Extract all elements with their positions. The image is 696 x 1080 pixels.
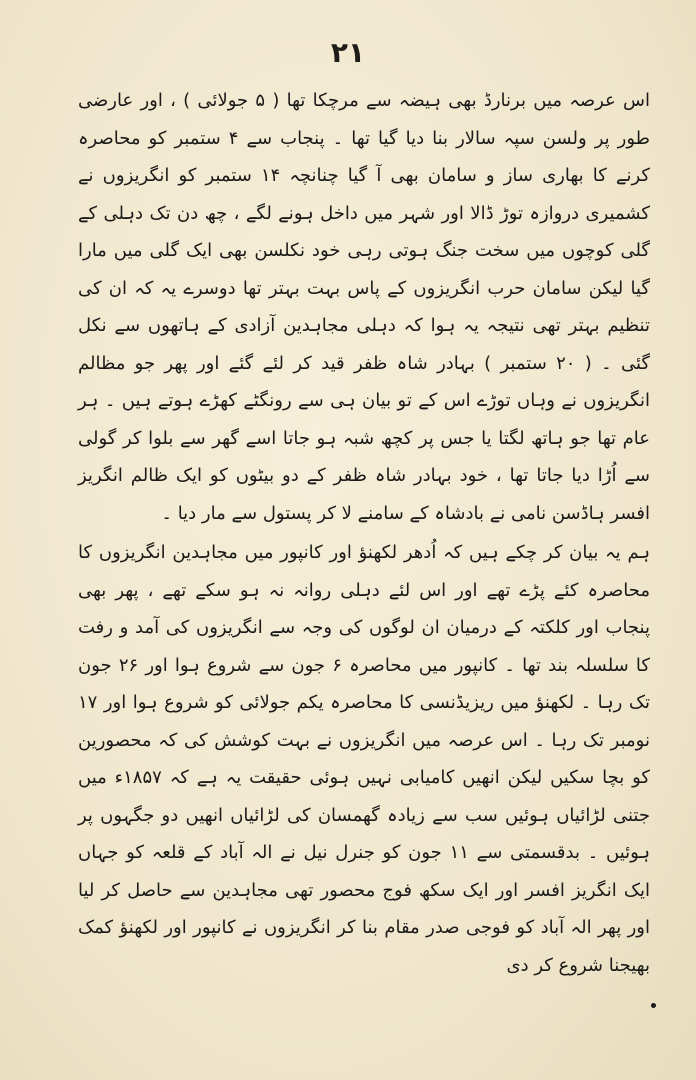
- page-number: ۲۱: [330, 36, 366, 69]
- ink-dot: [651, 1003, 656, 1008]
- paragraph-2: ہم یہ بیان کر چکے ہیں کہ اُدھر لکھنؤ اور کانپور میں مجاہدین انگریزوں کا محاصرہ کئے پڑے تھے اور اس لئے دہلی روانہ نہ ہو سکے تھے ، پھر بھی پنجاب اور کلکتہ کے درمیان ان لوگوں کی وجہ سے انگریزوں کی آمد و رفت کا سلسلہ بند تھا ۔ کانپور میں محاصرہ ۶ جون سے شروع ہوا اور ۲۶ جون تک رہا ۔ لکھنؤ میں ریزیڈنسی کا محاصرہ یکم جولائی کو شروع ہوا اور ۱۷ نومبر تک رہا ۔ اس عرصہ میں انگریزوں نے بہت کوشش کی کہ محصورین کو بچا سکیں لیکن انھیں کامیابی نہیں ہوئی حقیقت یہ ہے کہ ۱۸۵۷ء میں جتنی لڑائیاں ہوئیں سب سے زیادہ گھمسان کی لڑائیاں انھیں دو جگہوں پر ہوئیں ۔ بدقسمتی سے ۱۱ جون کو جنرل نیل نے الہ آباد کے قلعہ کو جہاں ایک انگریز افسر اور ایک سکھ فوج محصور تھی مجاہدین سے حاصل کر لیا اور پھر الہ آباد کو فوجی صدر مقام بنا کر انگریزوں نے کانپور اور لکھنؤ کمک بھیجنا شروع کر دی: [78, 542, 650, 976]
- body-text: [78, 82, 650, 1032]
- paragraph-1: اس عرصہ میں برنارڈ بھی ہیضہ سے مرچکا تھا ( ۵ جولائی ) ، اور عارضی طور پر ولسن سپہ سالار بنا دیا گیا تھا ۔ پنجاب سے ۴ ستمبر کو محاصرہ کرنے کا بھاری ساز و سامان بھی آ گیا چنانچہ ۱۴ ستمبر کو انگریزوں نے کشمیری دروازہ توڑ ڈالا اور شہر میں داخل ہونے لگے ، چھ دن تک دہلی کے گلی کوچوں میں سخت جنگ ہوتی رہی خود نکلسن بھی ایک گلی میں مارا گیا لیکن سامان حرب انگریزوں کے پاس بہت بہتر تھا دوسرے یہ کہ ان کی تنظیم بہتر تھی نتیجہ یہ ہوا کہ دہلی مجاہدین آزادی کے ہاتھوں سے نکل گئی ۔ ( ۲۰ ستمبر ) بہادر شاہ ظفر قید کر لئے گئے اور پھر جو مظالم انگریزوں نے وہاں توڑے اس کے تو بیان ہی سے رونگٹے کھڑے ہوتے ہیں ۔ ہر عام تھا جو ہاتھ لگتا یا جس پر کچھ شبہ ہو جاتا اسے گھر سے بلوا کر گولی سے اُڑا دیا جاتا تھا ، خود بہادر شاہ ظفر کے دو بیٹوں کو ایک ظالم انگریز افسر ہاڈسن نامی نے بادشاہ کے سامنے لا کر پستول سے مار دیا ۔: [78, 90, 650, 524]
